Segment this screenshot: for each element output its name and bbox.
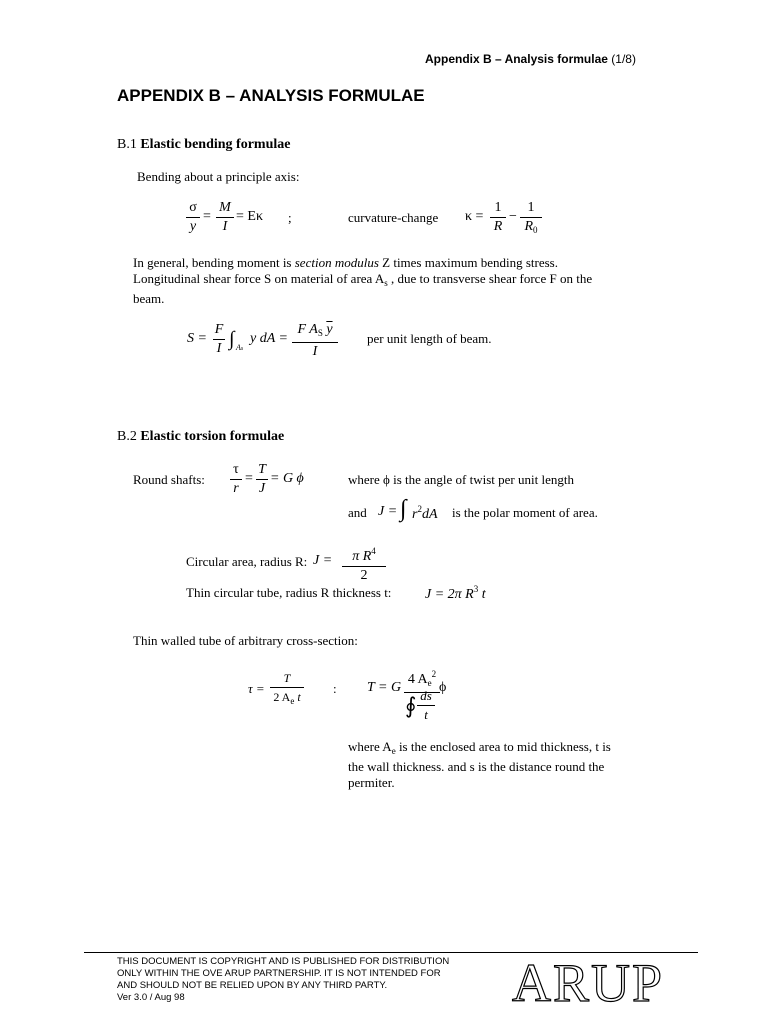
fraction-4Ae2-over-oint: 4 $A_e^2$ [404,666,440,694]
running-title: Appendix B – Analysis formulae [425,52,608,66]
running-header [425,52,636,66]
thin-tube-formula: J = 2π $R^3$ t [425,584,486,602]
thin-tube-label: Thin circular tube, radius R thickness t: [186,585,392,600]
torsion-rhs: = G ϕ [270,471,304,486]
fraction-T-over-2Aet: T 2 $A_e$ t [270,670,304,709]
equals-sign: = [203,209,211,224]
where-phi-note: where ϕ is the angle of twist per unit length [348,472,574,487]
eq1-separator: ; [288,210,292,225]
section-title: Elastic torsion formulae [140,429,285,444]
tw-separator: : [333,681,337,696]
round-shafts-label: Round shafts: [133,472,205,487]
kappa-lhs: κ = [465,209,484,224]
section-b1-heading [117,137,290,153]
and-label: and [348,505,367,520]
fraction-F-over-I: F I [214,322,224,356]
fraction-ds-over-t: ds t [417,688,435,723]
integral-limit: As [236,343,244,352]
minus-sign: − [509,209,517,224]
shear-ydA: y dA = [250,331,288,346]
fraction-piR4-over-2: π $R^4$ 2 [342,543,386,584]
polar-integrand: $r^2dA$ [412,504,438,522]
polar-integral-sign: ∫ [400,496,407,522]
fraction-1-over-R0: 1 $R_0$ [520,200,542,238]
tw-where-paragraph: where $A_e$ is the enclosed area to mid thickness, t is the wall thickness. and s is the distance round the permiter. [348,739,611,790]
equals-sign: = [245,471,253,486]
b1-paragraph: In general, bending moment is section modulus Z times maximum bending stress. Longitudinal shear force S on material of area $A_s$ , due to transverse shear force F on the beam. [133,255,593,306]
tw-T-eq: T = G [367,680,402,695]
fraction-tau-over-r: τ r [230,462,242,497]
eq1-rhs: = Eκ [236,209,264,224]
page-title: APPENDIX B – ANALYSIS FORMULAE [117,86,425,105]
section-number: B.1 [117,137,137,152]
fraction-T-over-J: T J [256,462,268,497]
thin-walled-label: Thin walled tube of arbitrary cross-section: [133,633,358,648]
circular-J-eq: J = [313,553,333,568]
fraction-sigma-over-y: σ y [186,200,200,235]
fraction-FAsy-over-I: F $A_S$ $\overline{y}$ I [292,322,338,360]
fraction-1-over-R: 1 R [490,200,506,235]
footer-disclaimer: THIS DOCUMENT IS COPYRIGHT AND IS PUBLISHED FOR DISTRIBUTION ONLY WITHIN THE OVE ARUP PARTNERSHIP. IT IS NOT INTENDED FOR AND SHOULD NOT BE RELIED UPON BY ANY THIRD PARTY. Ver 3.0 / Aug 98 [117,956,450,1003]
polar-J-eq: J = [378,504,398,519]
polar-note: is the polar moment of area. [452,505,598,520]
arup-logo: ARUP [512,953,665,1013]
contour-integral-sign: ∮ [405,693,417,718]
fraction-M-over-I: M I [216,200,234,235]
section-number: B.2 [117,429,137,444]
curvature-label: curvature-change [348,210,439,225]
shear-lhs: S = [187,331,207,346]
b1-intro: Bending about a principle axis: [137,169,300,184]
circular-area-label: Circular area, radius R: [186,554,308,569]
tw-tau-lhs: τ = [248,681,265,696]
section-b2-heading [117,429,284,445]
shear-note: per unit length of beam. [367,331,492,346]
integral-sign: ∫ [229,328,235,350]
tw-phi: ϕ [439,680,447,695]
section-title: Elastic bending formulae [140,137,291,152]
page-count: (1/8) [611,52,636,66]
